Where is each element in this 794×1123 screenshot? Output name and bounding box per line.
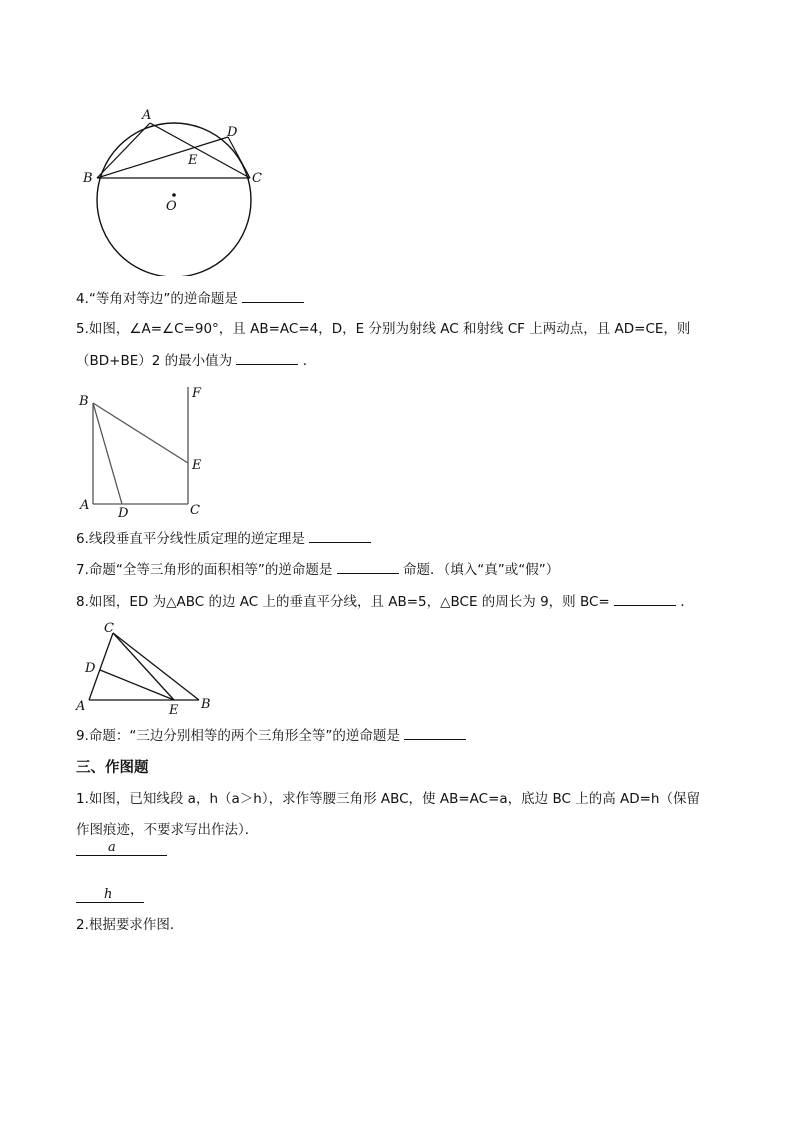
- answer-blank[interactable]: [404, 727, 466, 740]
- question-7: [76, 561, 559, 579]
- question-5-pre: （BD+BE）2 的最小值为: [76, 353, 233, 369]
- segment-h-label: h: [104, 887, 113, 902]
- question-8: [76, 593, 694, 611]
- question-4: [76, 290, 304, 308]
- label-c: C: [104, 621, 114, 636]
- question-6-text: 6.线段垂直平分线性质定理的逆定理是: [76, 531, 305, 547]
- label-b: B: [201, 697, 211, 712]
- label-d: D: [118, 506, 129, 518]
- answer-blank[interactable]: [236, 352, 298, 365]
- question-9-text: 9.命题：“三边分别相等的两个三角形全等”的逆命题是: [76, 728, 400, 744]
- label-o: O: [166, 199, 177, 214]
- construction-1-line1: 1.如图，已知线段 a，h（a＞h），求作等腰三角形 ABC，使 AB=AC=a，底边 BC 上的高 AD=h（保留: [76, 791, 700, 807]
- label-a: A: [142, 108, 152, 123]
- label-c: C: [252, 171, 262, 186]
- answer-blank[interactable]: [337, 561, 399, 574]
- triangle-figure: [74, 620, 214, 718]
- segment-ce: [113, 633, 174, 700]
- section-heading: 三、作图题: [76, 760, 149, 776]
- label-d: D: [227, 125, 238, 140]
- rectangle-figure: [76, 383, 216, 518]
- construction-2: 2.根据要求作图．: [76, 917, 184, 933]
- circle-figure: [80, 104, 280, 276]
- label-a: A: [80, 498, 90, 513]
- segment-cb: [113, 633, 199, 700]
- construction-1-line2: 作图痕迹，不要求写出作法）．: [76, 822, 259, 838]
- label-f: F: [192, 386, 202, 401]
- question-7-post: 命题．（填入“真”或“假”）: [402, 562, 560, 578]
- question-8-pre: 8.如图，ED 为△ABC 的边 AC 上的垂直平分线，且 AB=5，△BCE 的周长为 9，则 BC=: [76, 594, 610, 610]
- segment-de: [100, 670, 174, 700]
- label-b: B: [79, 394, 89, 409]
- label-a: A: [76, 699, 86, 714]
- question-4-text: 4.“等角对等边”的逆命题是: [76, 291, 238, 307]
- question-8-post: ．: [680, 594, 694, 610]
- segment-a-label: a: [108, 840, 116, 855]
- label-e: E: [192, 458, 202, 473]
- segment-a: [76, 843, 167, 856]
- segment-h: [76, 890, 144, 903]
- label-c: C: [190, 503, 200, 518]
- label-e: E: [188, 153, 198, 168]
- question-7-pre: 7.命题“全等三角形的面积相等”的逆命题是: [76, 562, 333, 578]
- question-9: [76, 727, 466, 745]
- center-point: [172, 193, 176, 197]
- question-5-line2: [76, 352, 316, 370]
- label-b: B: [83, 171, 93, 186]
- question-6: [76, 530, 371, 548]
- question-5-line1: 5.如图，∠A=∠C=90°，且 AB=AC=4，D，E 分别为射线 AC 和射线 CF 上两动点，且 AD=CE，则: [76, 321, 691, 337]
- label-d: D: [85, 661, 96, 676]
- label-e: E: [169, 703, 179, 718]
- answer-blank[interactable]: [242, 290, 304, 303]
- question-5-post: ．: [302, 353, 317, 369]
- answer-blank[interactable]: [309, 530, 371, 543]
- answer-blank[interactable]: [614, 593, 676, 606]
